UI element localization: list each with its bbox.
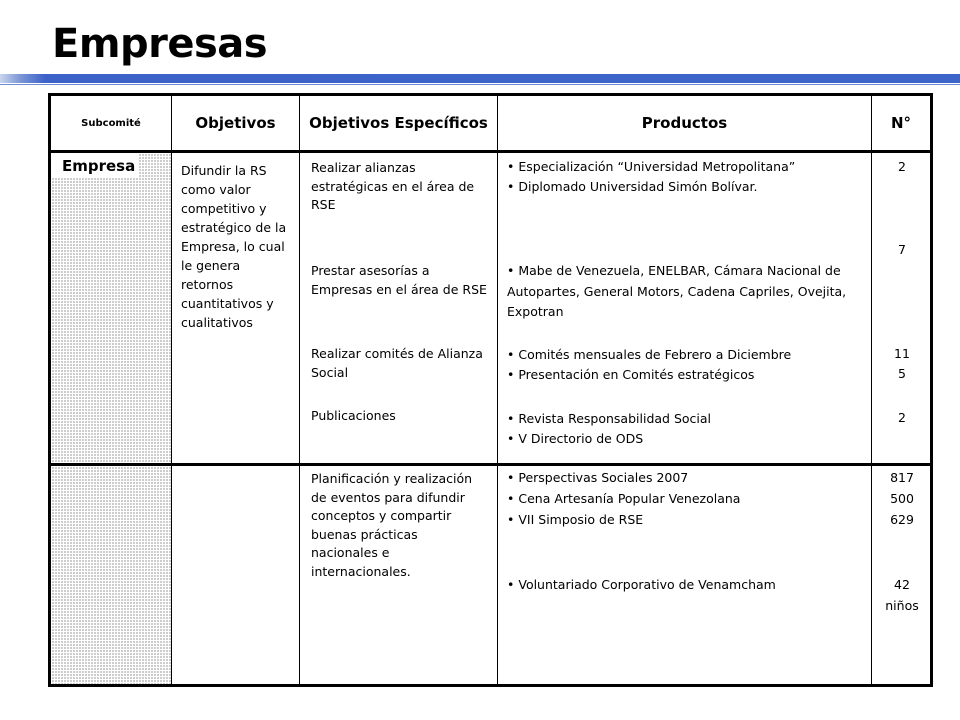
producto-text: • Diplomado Universidad Simón Bolívar. [507, 179, 757, 194]
producto-text: • Mabe de Venezuela, ENELBAR, Cámara Nacional de Autopartes, General Motors, Cadena Capriles, Ovejita, Expotran [507, 263, 846, 319]
producto-list-item [507, 510, 862, 531]
producto-list-item [507, 157, 862, 178]
producto-list-item [507, 365, 862, 386]
producto-text: • Cena Artesanía Popular Venezolana [507, 491, 740, 506]
producto-text: • Presentación en Comités estratégicos [507, 367, 754, 382]
producto-list-item [507, 468, 862, 489]
productos-cell [498, 465, 872, 686]
numero-value: 7 [898, 242, 906, 257]
numero-value: 5 [898, 366, 906, 381]
header-numero: N° [872, 95, 932, 152]
producto-text: • Comités mensuales de Febrero a Diciembre [507, 347, 791, 362]
numero-value: 2 [898, 410, 906, 425]
producto-text: • Voluntariado Corporativo de Venamcham [507, 577, 776, 592]
producto-list-item [507, 575, 862, 596]
numero-value: 629 [890, 512, 914, 527]
producto-list-item [507, 177, 862, 198]
numero-value: 500 [890, 491, 914, 506]
header-subcomite: Subcomité [50, 95, 172, 152]
productos-cell [498, 152, 872, 465]
producto-list-item [507, 345, 862, 366]
subcomite-label: Empresa [51, 153, 139, 177]
producto-list-item [507, 261, 862, 323]
producto-list-item [507, 489, 862, 510]
table-row [50, 465, 932, 686]
header-objetivos: Objetivos [172, 95, 300, 152]
table-header-row [50, 95, 932, 152]
especifico-item: Realizar alianzas estratégicas en el área de RSE [311, 160, 475, 212]
numero-cell [872, 465, 932, 686]
producto-text: • V Directorio de ODS [507, 431, 643, 446]
producto-text: • Especialización “Universidad Metropolitana” [507, 159, 795, 174]
table-row [50, 152, 932, 465]
header-objetivos-especificos: Objetivos Específicos [300, 95, 498, 152]
objetivo-cell [172, 465, 300, 686]
numero-value: 42 niños [885, 577, 919, 613]
empresas-table [48, 93, 933, 687]
producto-list-item [507, 409, 862, 430]
numero-value: 11 [894, 346, 910, 361]
objetivo-text: Difundir la RS como valor competitivo y estratégico de la Empresa, lo cual le genera retornos cuantitativos y cualitativos [181, 163, 287, 330]
producto-text: • VII Simposio de RSE [507, 512, 643, 527]
objetivo-cell [172, 152, 300, 465]
title-underline-bar [0, 74, 960, 83]
page-title: Empresas [52, 21, 268, 67]
producto-text: • Revista Responsabilidad Social [507, 411, 711, 426]
especificos-cell [300, 152, 498, 465]
numero-value: 2 [898, 159, 906, 174]
producto-list-item [507, 429, 862, 450]
title-underline-thin [0, 84, 960, 85]
especifico-item: Planificación y realización de eventos para difundir conceptos y compartir buenas prácticas nacionales e internacionales. [311, 471, 473, 579]
especifico-item: Realizar comités de Alianza Social [311, 346, 483, 380]
especifico-item: Publicaciones [311, 408, 396, 423]
especificos-cell [300, 465, 498, 686]
especifico-item: Prestar asesorías a Empresas en el área de RSE [311, 263, 487, 297]
producto-text: • Perspectivas Sociales 2007 [507, 470, 688, 485]
header-productos: Productos [498, 95, 872, 152]
numero-value: 817 [890, 470, 914, 485]
subcomite-cell [50, 152, 172, 465]
numero-cell [872, 152, 932, 465]
subcomite-cell [50, 465, 172, 686]
